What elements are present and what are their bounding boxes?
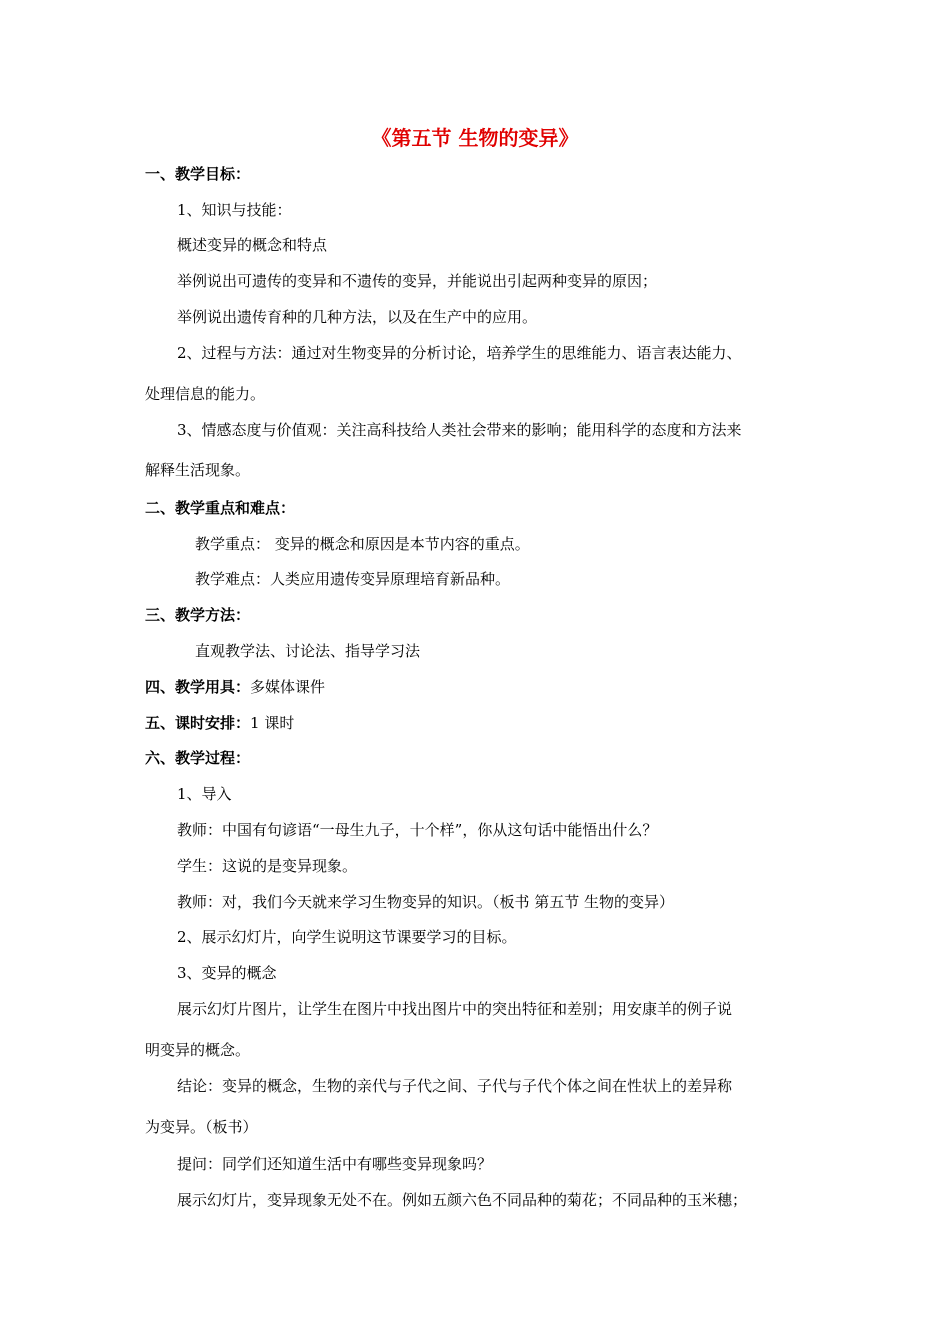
paragraph: 3、变异的概念 — [177, 964, 277, 982]
section-heading-tools: 四、教学用具： — [145, 678, 251, 696]
section-heading-process: 六、教学过程： — [145, 749, 251, 767]
paragraph: 结论：变异的概念，生物的亲代与子代之间、子代与子代个体之间在性状上的差异称 — [177, 1077, 733, 1095]
section-text-schedule: 1 课时 — [250, 714, 295, 732]
section-heading-methods: 三、教学方法： — [145, 606, 251, 624]
paragraph: 2、过程与方法：通过对生物变异的分析讨论，培养学生的思维能力、语言表达能力、 — [177, 344, 742, 362]
paragraph: 解释生活现象。 — [145, 461, 251, 479]
paragraph: 1、知识与技能： — [177, 201, 292, 219]
section-line-tools — [145, 676, 325, 698]
section-heading-objectives: 一、教学目标： — [145, 165, 251, 183]
section-heading-schedule: 五、课时安排： — [145, 714, 251, 732]
paragraph: 3、情感态度与价值观：关注高科技给人类社会带来的影响；能用科学的态度和方法来 — [177, 421, 742, 439]
paragraph: 展示幻灯片，变异现象无处不在。例如五颜六色不同品种的菊花；不同品种的玉米穗； — [177, 1191, 748, 1209]
paragraph: 教师：对，我们今天就来学习生物变异的知识。（板书 第五节 生物的变异） — [177, 893, 675, 911]
paragraph: 2、展示幻灯片，向学生说明这节课要学习的目标。 — [177, 928, 517, 946]
paragraph: 概述变异的概念和特点 — [177, 236, 328, 254]
paragraph: 明变异的概念。 — [145, 1041, 251, 1059]
paragraph: 1、导入 — [177, 785, 232, 803]
section-text-tools: 多媒体课件 — [250, 678, 326, 696]
paragraph: 处理信息的能力。 — [145, 385, 266, 403]
paragraph: 直观教学法、讨论法、指导学习法 — [195, 642, 421, 660]
paragraph: 举例说出遗传育种的几种方法，以及在生产中的应用。 — [177, 308, 538, 326]
paragraph: 教学难点：人类应用遗传变异原理培育新品种。 — [195, 570, 511, 588]
paragraph: 为变异。（板书） — [145, 1118, 258, 1136]
paragraph: 展示幻灯片图片，让学生在图片中找出图片中的突出特征和差别；用安康羊的例子说 — [177, 1000, 733, 1018]
paragraph: 提问：同学们还知道生活中有哪些变异现象吗？ — [177, 1155, 493, 1173]
section-line-schedule — [145, 712, 294, 734]
paragraph: 举例说出可遗传的变异和不遗传的变异，并能说出引起两种变异的原因； — [177, 272, 658, 290]
section-heading-keypoints: 二、教学重点和难点： — [145, 499, 296, 517]
paragraph: 教学重点： 变异的概念和原因是本节内容的重点。 — [195, 535, 530, 553]
paragraph: 学生：这说的是变异现象。 — [177, 857, 358, 875]
document-title: 《第五节 生物的变异》 — [371, 126, 579, 150]
paragraph: 教师：中国有句谚语“一母生九子，十个样”，你从这句话中能悟出什么？ — [177, 821, 658, 839]
